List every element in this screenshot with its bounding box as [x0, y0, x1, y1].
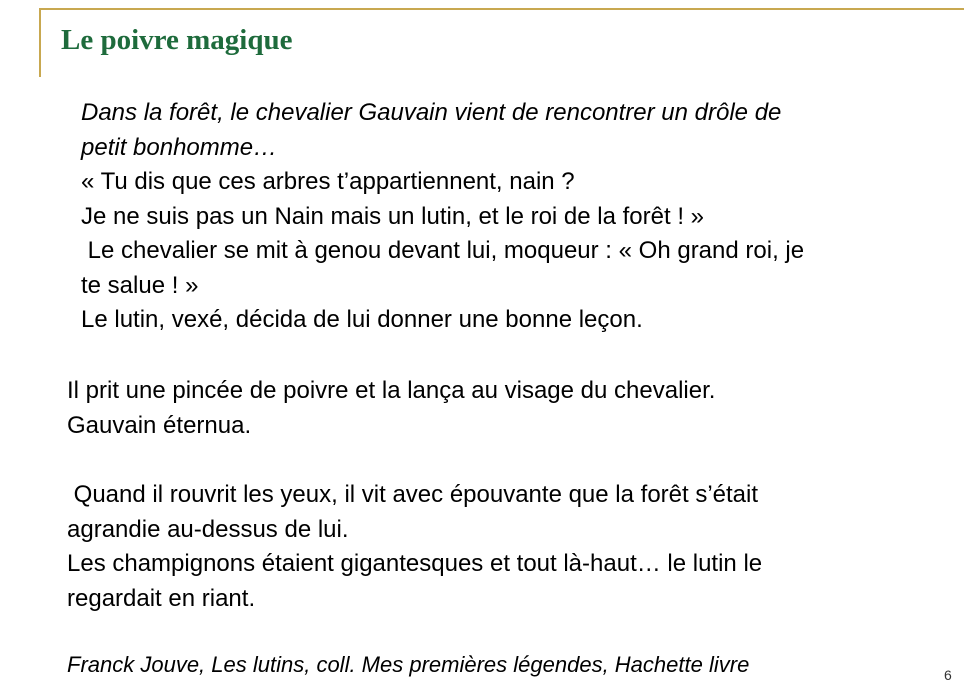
- paragraph-3: [67, 478, 762, 616]
- paragraph-line: agrandie au-dessus de lui.: [67, 515, 349, 543]
- intro-line: « Tu dis que ces arbres t’appartiennent, nain ?: [81, 168, 575, 195]
- paragraph-line: regardait en riant.: [67, 584, 256, 612]
- paragraph-line: Gauvain éternua.: [67, 411, 252, 439]
- intro-line: Le lutin, vexé, décida de lui donner une bonne leçon.: [81, 306, 643, 333]
- page-title: Le poivre magique: [61, 24, 293, 56]
- intro-line: Dans la forêt, le chevalier Gauvain vient de rencontrer un drôle de: [81, 99, 782, 126]
- paragraph-2: [67, 374, 715, 443]
- intro-line: Je ne suis pas un Nain mais un lutin, et le roi de la forêt ! »: [81, 202, 705, 230]
- intro-line: Le chevalier se mit à genou devant lui, moqueur : « Oh grand roi, je: [81, 237, 805, 264]
- source-citation: Franck Jouve, Les lutins, coll. Mes premières légendes, Hachette livre: [67, 652, 750, 677]
- intro-paragraph: [81, 96, 804, 338]
- paragraph-line: Quand il rouvrit les yeux, il vit avec épouvante que la forêt s’était: [67, 481, 759, 508]
- intro-line: petit bonhomme…: [81, 133, 278, 161]
- intro-line: te salue ! »: [81, 271, 199, 299]
- paragraph-line: Il prit une pincée de poivre et la lança au visage du chevalier.: [67, 377, 716, 404]
- slide-number: 6: [944, 667, 952, 683]
- paragraph-line: Les champignons étaient gigantesques et tout là-haut… le lutin le: [67, 550, 763, 577]
- frame-left-line: [39, 8, 41, 77]
- frame-top-line: [40, 8, 964, 10]
